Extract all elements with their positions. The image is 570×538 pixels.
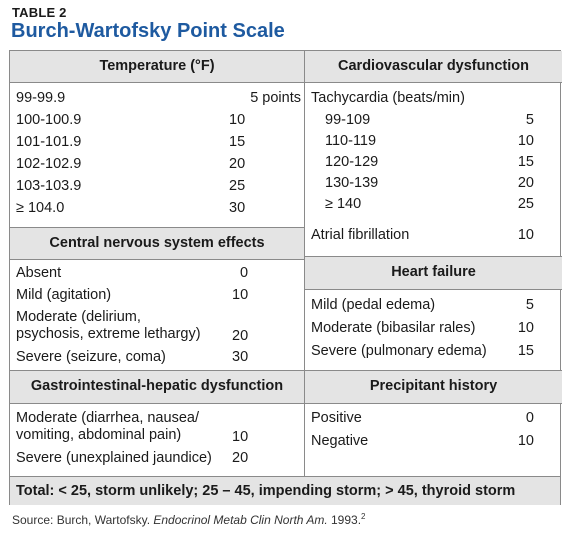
table-row	[305, 431, 562, 454]
table-title: Burch-Wartofsky Point Scale	[11, 20, 285, 42]
table-row	[10, 88, 304, 110]
row-points: 20	[232, 450, 249, 466]
table-row	[305, 131, 562, 152]
row-points: 10	[232, 287, 249, 303]
scale-table	[9, 50, 561, 505]
row-label: 101-101.9	[16, 134, 82, 150]
gi-header: Gastrointestinal-hepatic dysfunction	[10, 371, 304, 403]
table-row	[10, 198, 304, 220]
row-points: 25	[517, 196, 534, 212]
row-points: 25	[229, 178, 246, 194]
row-label: 99-109	[325, 112, 371, 128]
gi-rows	[10, 408, 304, 470]
temperature-rows	[10, 88, 304, 220]
row-label-line2: psychosis, extreme lethargy)	[16, 326, 201, 342]
precipitant-header: Precipitant history	[305, 371, 562, 403]
divider	[10, 82, 304, 83]
divider	[305, 403, 562, 404]
table-row	[305, 152, 562, 173]
row-label: 120-129	[325, 154, 379, 170]
row-label: ≥ 104.0	[16, 200, 65, 216]
row-label: Mild (agitation)	[16, 287, 112, 303]
source-year: 1993.	[327, 513, 362, 527]
table-row	[10, 347, 304, 369]
table-row	[305, 194, 562, 215]
tachycardia-label: Tachycardia (beats/min)	[311, 90, 465, 106]
table-row	[10, 263, 304, 285]
divider	[10, 259, 304, 260]
table-row	[10, 176, 304, 198]
row-label: Atrial fibrillation	[311, 227, 410, 243]
table-row	[305, 173, 562, 194]
row-points: 15	[229, 134, 246, 150]
source-reference: 2	[361, 512, 366, 521]
total-row: Total: < 25, storm unlikely; 25 – 45, impending storm; > 45, thyroid storm	[10, 476, 560, 505]
table-row	[305, 225, 562, 247]
table-row	[305, 110, 562, 131]
source-citation	[12, 512, 366, 527]
row-points: 15	[517, 343, 534, 359]
row-points: 20	[517, 175, 534, 191]
row-label-line1: Moderate (delirium,	[16, 309, 141, 325]
table-row	[10, 110, 304, 132]
source-journal: Endocrinol Metab Clin North Am.	[153, 513, 328, 527]
heart-failure-header: Heart failure	[305, 257, 562, 289]
heart-failure-rows	[305, 295, 562, 364]
row-label: Positive	[311, 410, 362, 426]
table-row	[305, 341, 562, 364]
row-points: 20	[229, 156, 246, 172]
table-row	[10, 132, 304, 154]
table-row	[10, 154, 304, 176]
row-label: 100-100.9	[16, 112, 82, 128]
cardio-rows	[305, 88, 562, 247]
row-points: 5	[525, 297, 534, 313]
row-points: 15	[517, 154, 534, 170]
row-label-line1: Moderate (diarrhea, nausea/	[16, 410, 199, 426]
row-label: ≥ 140	[325, 196, 362, 212]
row-points: 0	[525, 410, 534, 426]
cardio-header: Cardiovascular dysfunction	[305, 51, 562, 82]
row-label: 103-103.9	[16, 178, 82, 194]
row-label-line2: vomiting, abdominal pain)	[16, 427, 182, 443]
table-label: TABLE 2	[12, 5, 67, 20]
row-label: Absent	[16, 265, 62, 281]
row-points: 10	[517, 227, 534, 243]
cns-header: Central nervous system effects	[10, 228, 304, 259]
row-points: 30	[229, 200, 246, 216]
row-label: Severe (pulmonary edema)	[311, 343, 487, 359]
cns-rows	[10, 263, 304, 369]
row-label: Mild (pedal edema)	[311, 297, 436, 313]
table-row	[305, 88, 562, 110]
row-label: 110-119	[325, 133, 377, 149]
row-points: 10	[232, 429, 249, 445]
divider	[305, 82, 562, 83]
row-label: Negative	[311, 433, 369, 449]
divider	[10, 403, 304, 404]
divider	[305, 289, 562, 290]
table-row	[10, 448, 304, 470]
row-label: 130-139	[325, 175, 379, 191]
row-points: 30	[232, 349, 249, 365]
row-points: 0	[240, 265, 249, 281]
row-label: 102-102.9	[16, 156, 82, 172]
temperature-header: Temperature (°F)	[10, 51, 304, 82]
row-points: 10	[517, 133, 534, 149]
table-row	[305, 408, 562, 431]
row-points: 10	[517, 433, 534, 449]
row-points: 10	[229, 112, 246, 128]
source-prefix: Source: Burch, Wartofsky.	[12, 513, 154, 527]
row-points: 5 points	[250, 90, 301, 106]
table-row	[10, 285, 304, 307]
precipitant-rows	[305, 408, 562, 454]
table-row	[10, 408, 304, 448]
row-label: Moderate (bibasilar rales)	[311, 320, 476, 336]
row-label: 99-99.9	[16, 90, 66, 106]
row-label: Severe (seizure, coma)	[16, 349, 166, 365]
row-points: 10	[517, 320, 534, 336]
table-row	[305, 295, 562, 318]
row-label: Severe (unexplained jaundice)	[16, 450, 212, 466]
table-row	[10, 307, 304, 347]
table-row	[305, 318, 562, 341]
row-points: 20	[232, 328, 249, 344]
row-points: 5	[525, 112, 534, 128]
